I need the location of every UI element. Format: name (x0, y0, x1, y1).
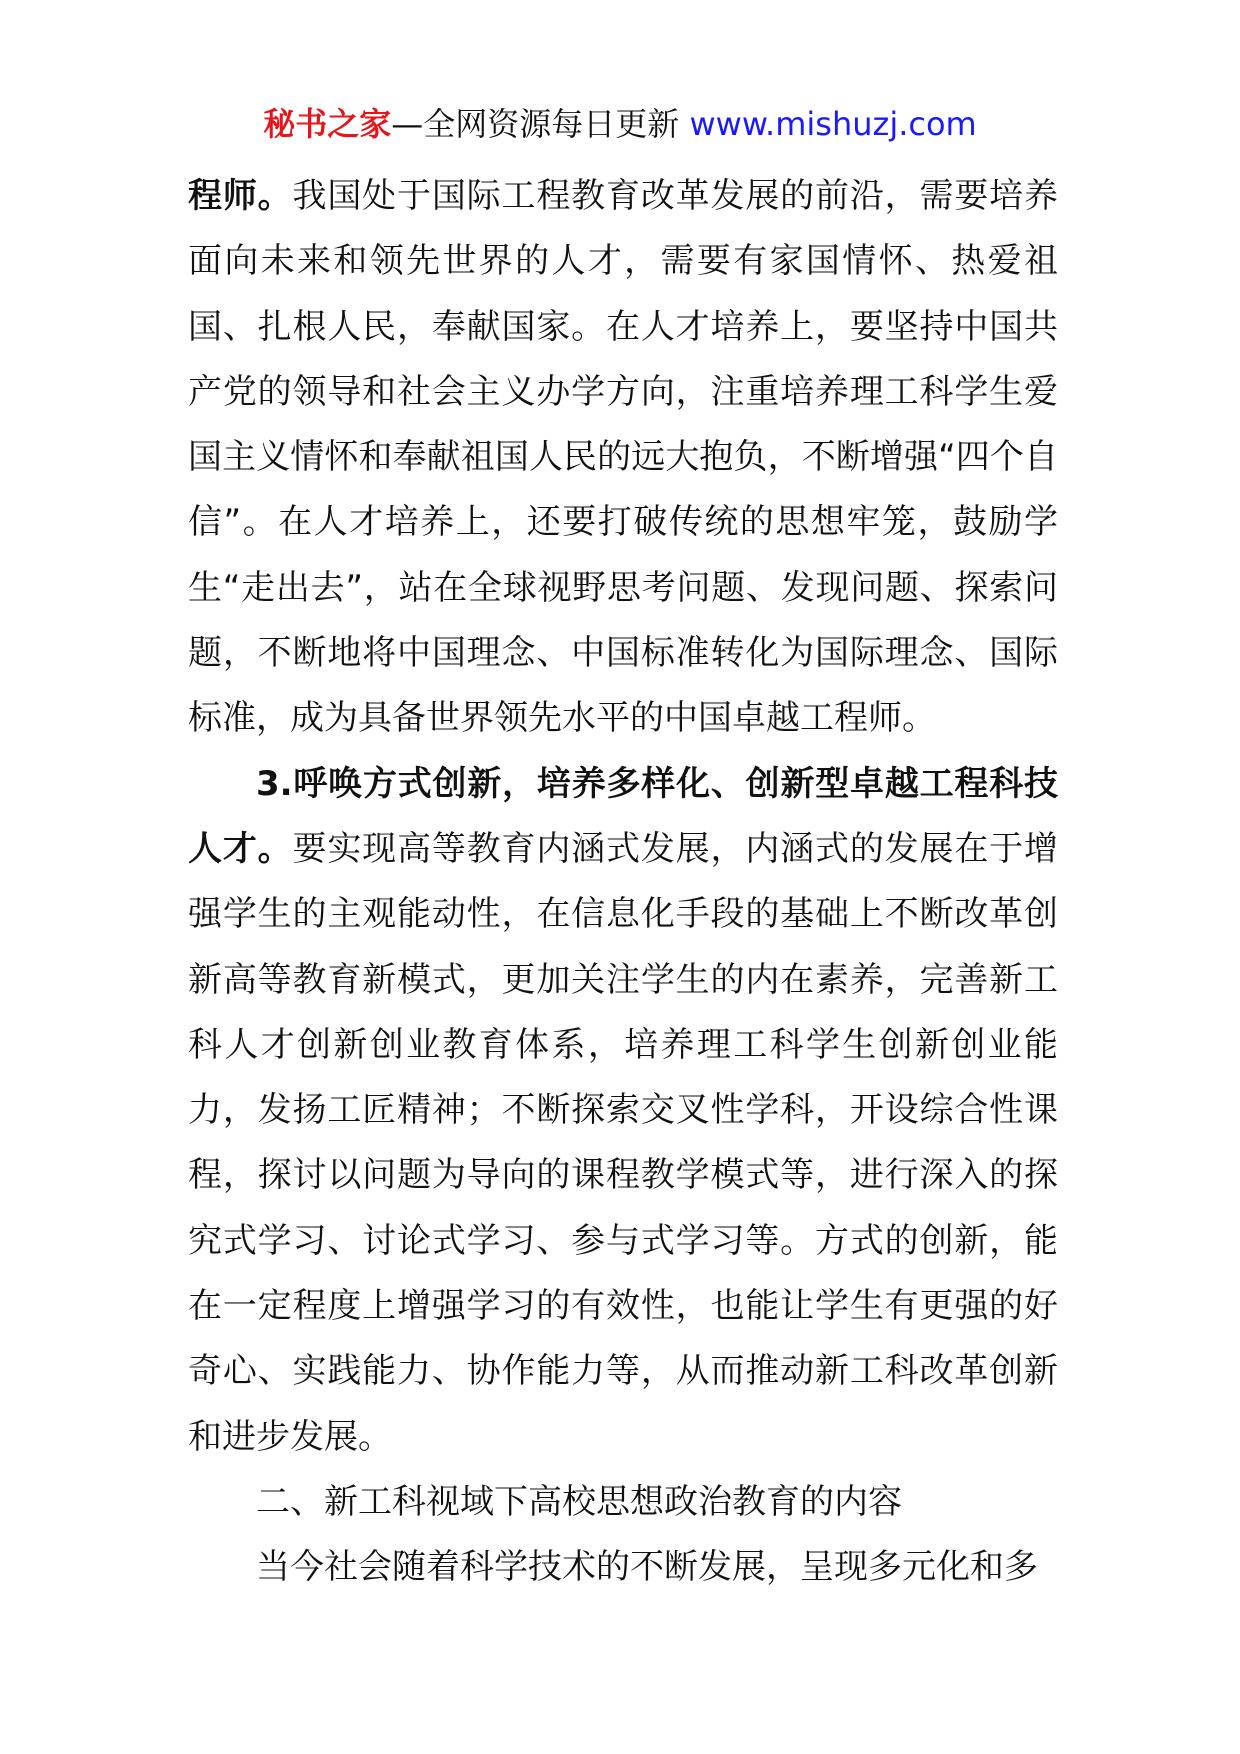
site-brand-name: 秘书之家 (263, 105, 392, 143)
paragraph-talent-cultivation (188, 164, 1058, 752)
site-header-banner (0, 100, 1240, 148)
document-body (188, 164, 1058, 1601)
section-heading-3: 3.呼唤方式创新，培养多样化、创新型卓越工程科技人才。 (188, 763, 1058, 869)
site-slogan: —全网资源每日更新 (391, 105, 690, 143)
site-url-link[interactable]: www.mishuzj.com (689, 105, 977, 143)
paragraph-society-development: 当今社会随着科学技术的不断发展，呈现多元化和多 (256, 1547, 1038, 1588)
paragraph-text: 要实现高等教育内涵式发展，内涵式的发展在于增强学生的主观能动性，在信息化手段的基础上不断改革创新高等教育新模式，更加关注学生的内在素养，完善新工科人才创新创业教育体系，培养理工科学生创新创业能力，发扬工匠精神；不断探索交叉性学科，开设综合性课程，探讨以问题为导向的课程教学模式等，进行深入的探究式学习、讨论式学习、参与式学习等。方式的创新，能在一定程度上增强学习的有效性，也能让学生有更强的好奇心、实践能力、协作能力等，从而推动新工科改革创新和进步发展。 (188, 828, 1058, 1457)
paragraph-lead-bold: 程师。 (188, 176, 293, 216)
paragraph-text: 我国处于国际工程教育改革发展的前沿，需要培养面向未来和领先世界的人才，需要有家国情怀、热爱祖国、扎根人民，奉献国家。在人才培养上，要坚持中国共产党的领导和社会主义办学方向，注重培养理工科学生爱国主义情怀和奉献祖国人民的远大抱负，不断增强“四个自信”。在人才培养上，还要打破传统的思想牢笼，鼓励学生“走出去”，站在全球视野思考问题、发现问题、探索问题，不断地将中国理念、中国标准转化为国际理念、国际标准，成为具备世界领先水平的中国卓越工程师。 (188, 176, 1058, 739)
paragraph-method-innovation (188, 752, 1058, 1470)
section-heading-2: 二、新工科视域下高校思想政治教育的内容 (256, 1481, 902, 1522)
